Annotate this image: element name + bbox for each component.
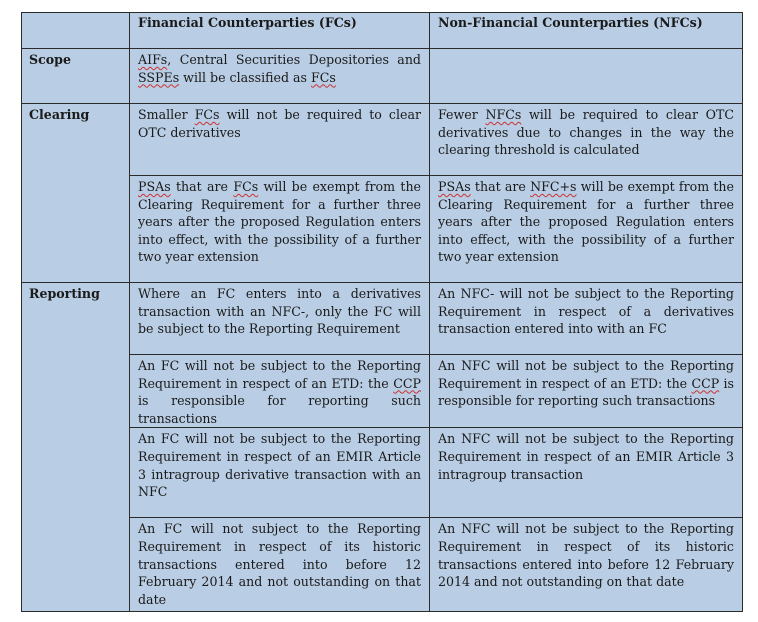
clearing-2-nfc-cell: PSAs that are NFC+s will be exempt from the Clearing Requirement for a further three years after the proposed Regulation enters into effect, with the possibility of a further two year extension [430,176,743,283]
header-row [22,13,743,49]
section-label-clearing-continued [22,176,130,283]
clearing-row-1 [22,104,743,176]
reporting-row-4 [22,518,743,612]
reporting-row-3 [22,428,743,518]
scope-fc-cell: AIFs, Central Securities Depositories and SSPEs will be classified as FCs [130,49,430,104]
comparison-table [21,12,743,612]
reporting-2-nfc-cell: An NFC will not be subject to the Reporting Requirement in respect of an ETD: the CCP is responsible for reporting such transactions [430,355,743,428]
scope-row [22,49,743,104]
reporting-3-fc-cell: An FC will not be subject to the Reporting Requirement in respect of an EMIR Article 3 intragroup derivative transaction with an NFC [130,428,430,518]
section-label-reporting-spacer-2 [22,428,130,518]
reporting-1-fc-cell: Where an FC enters into a derivatives transaction with an NFC-, only the FC will be subject to the Reporting Requirement [130,283,430,355]
clearing-row-2 [22,176,743,283]
reporting-row-2 [22,355,743,428]
reporting-2-fc-cell: An FC will not be subject to the Reporting Requirement in respect of an ETD: the CCP is responsible for reporting such transactions [130,355,430,428]
reporting-3-nfc-cell: An NFC will not be subject to the Reporting Requirement in respect of an EMIR Article 3 intragroup transaction [430,428,743,518]
section-label-reporting-spacer-3 [22,518,130,612]
header-corner-cell [22,13,130,49]
clearing-2-fc-cell: PSAs that are FCs will be exempt from the Clearing Requirement for a further three years after the proposed Regulation enters into effect, with the possibility of a further two year extension [130,176,430,283]
section-label-scope: Scope [22,49,130,104]
section-label-reporting-spacer-1 [22,355,130,428]
clearing-1-nfc-cell: Fewer NFCs will be required to clear OTC derivatives due to changes in the way the clearing threshold is calculated [430,104,743,176]
reporting-4-nfc-cell: An NFC will not be subject to the Reporting Requirement in respect of its historic transactions entered into before 12 February 2014 and not outstanding on that date [430,518,743,612]
reporting-row-1 [22,283,743,355]
header-fc: Financial Counterparties (FCs) [130,13,430,49]
reporting-1-nfc-cell: An NFC- will not be subject to the Reporting Requirement in respect of a derivatives transaction entered into with an FC [430,283,743,355]
section-label-clearing: Clearing [22,104,130,176]
clearing-1-fc-cell: Smaller FCs will not be required to clear OTC derivatives [130,104,430,176]
section-label-reporting: Reporting [22,283,130,355]
reporting-4-fc-cell: An FC will not subject to the Reporting Requirement in respect of its historic transactions entered into before 12 February 2014 and not outstanding on that date [130,518,430,612]
header-nfc: Non-Financial Counterparties (NFCs) [430,13,743,49]
scope-nfc-cell [430,49,743,104]
